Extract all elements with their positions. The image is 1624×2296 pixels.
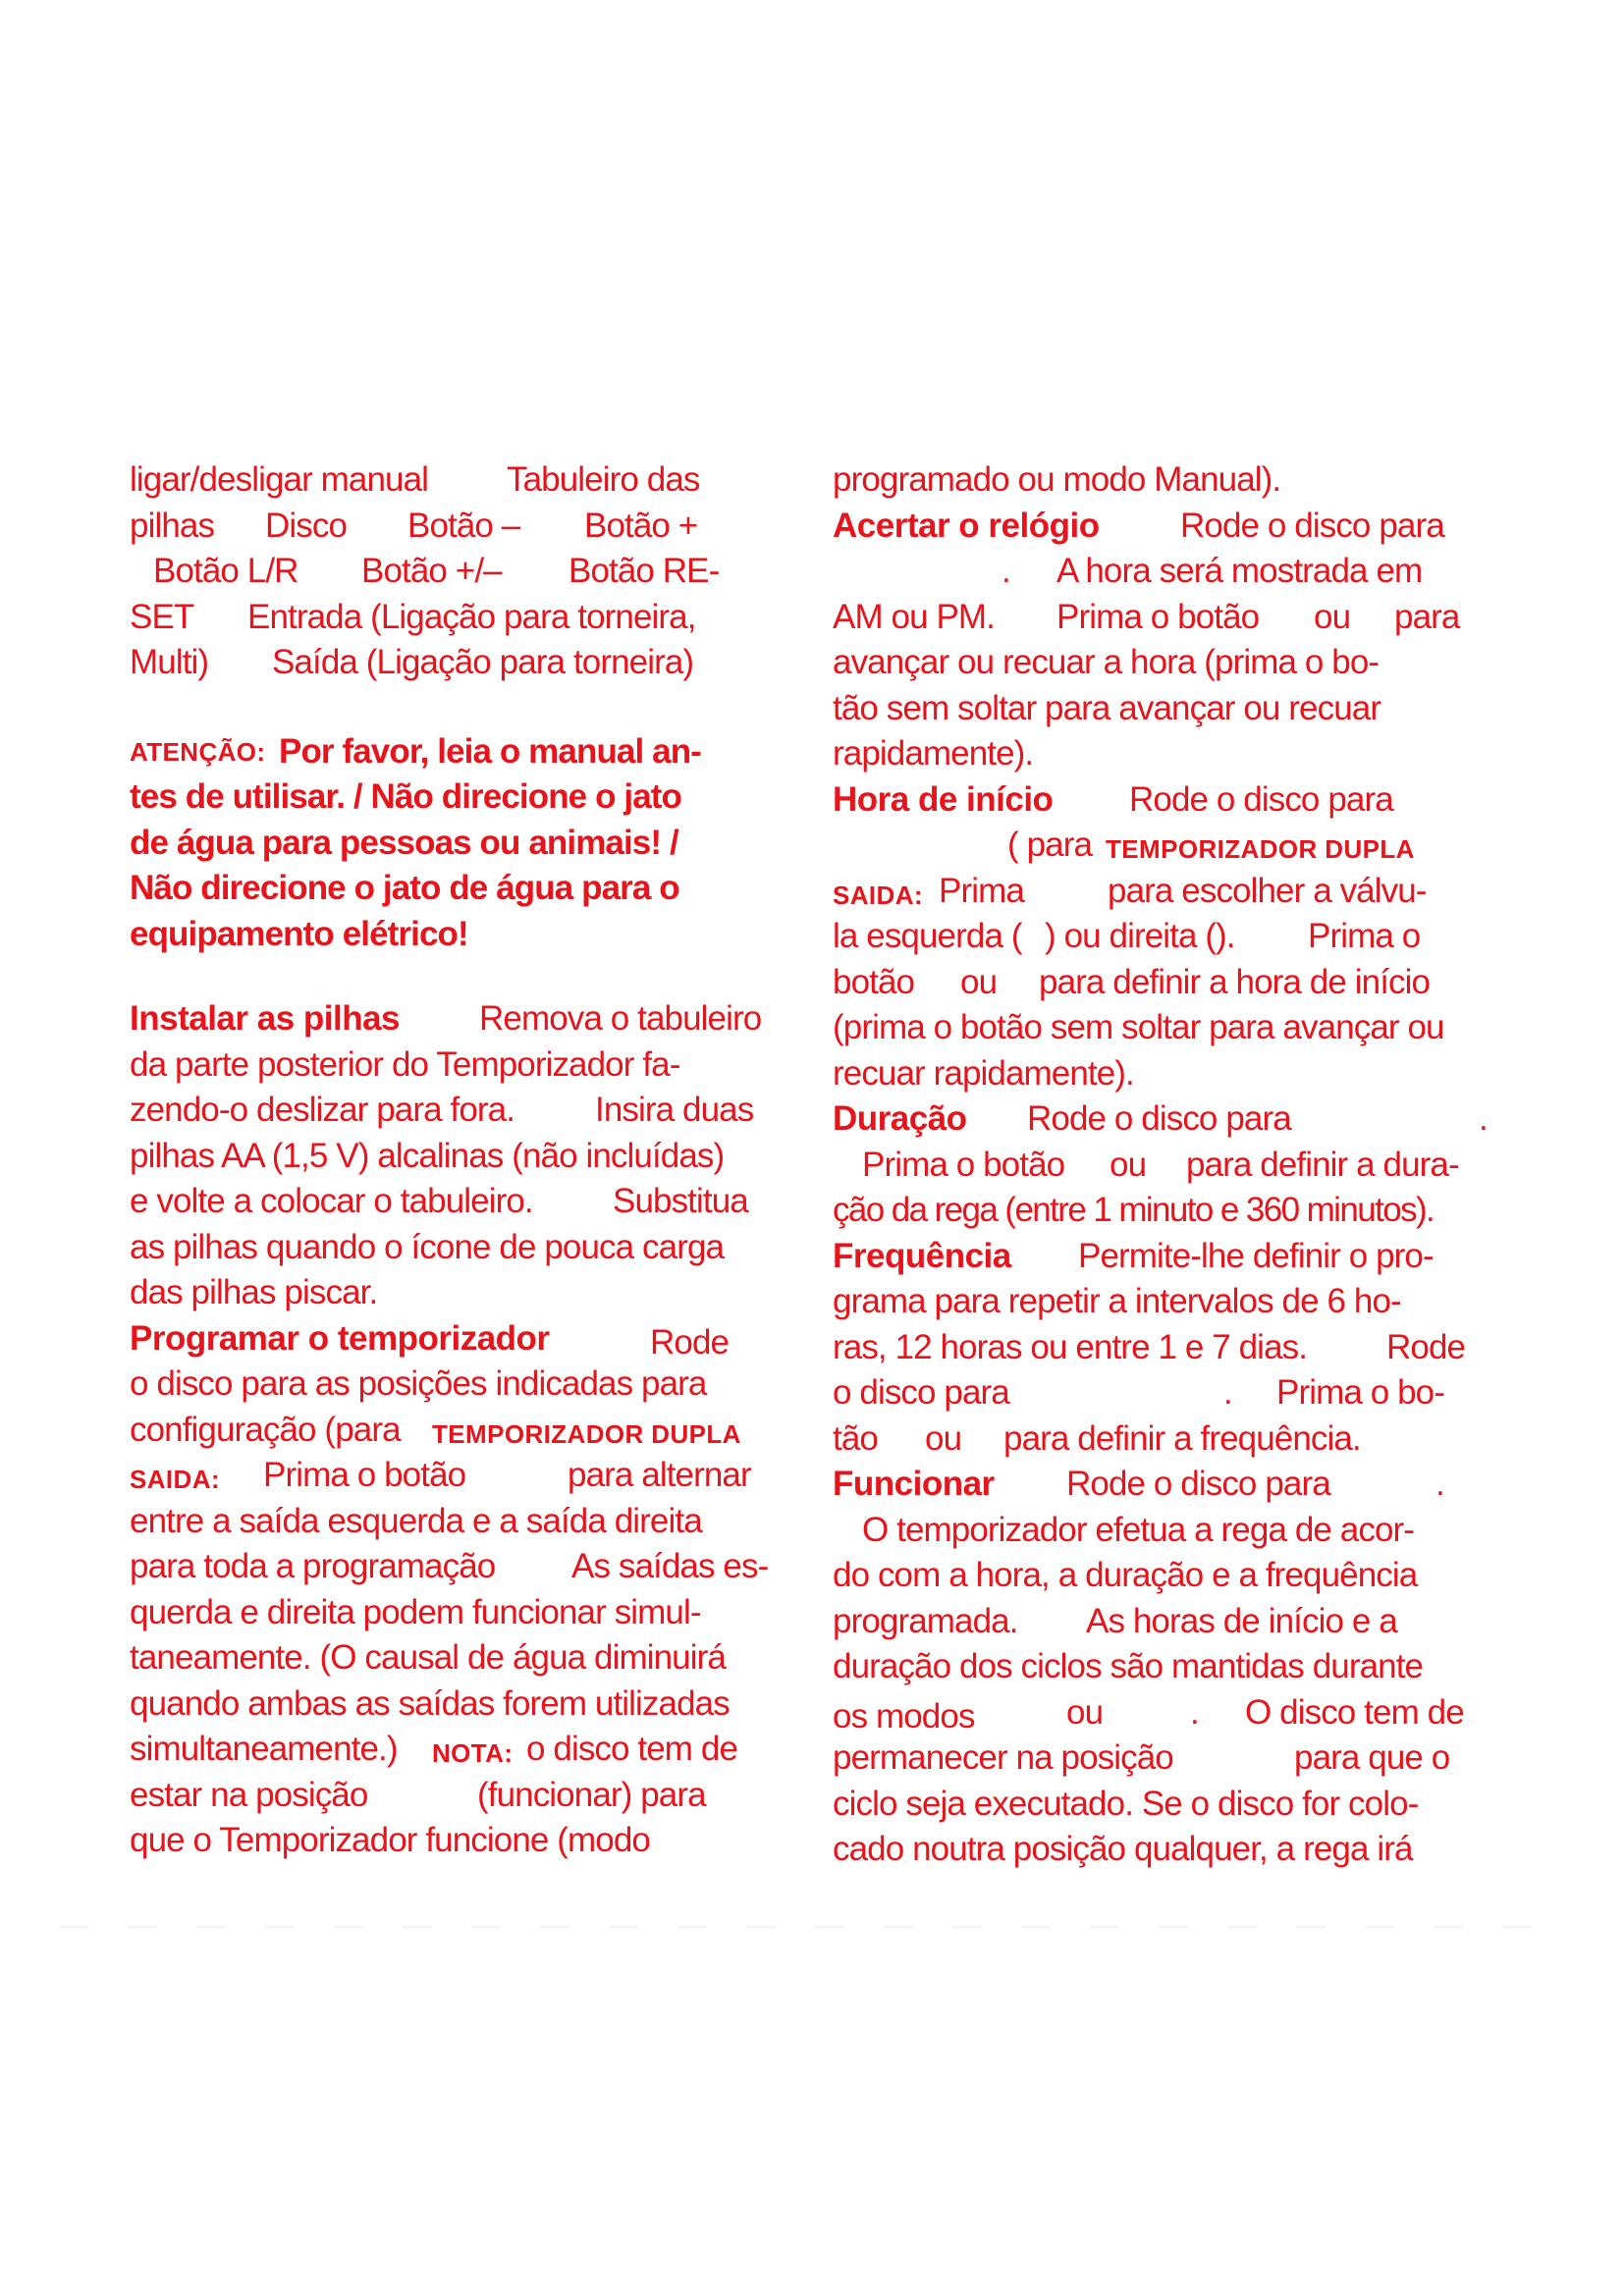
section-heading: Acertar o relógio <box>833 506 1100 545</box>
body-text: Prima o botão <box>1056 597 1260 636</box>
body-text: o disco para <box>833 1373 1009 1412</box>
text-line: programado ou modo Manual). <box>833 460 1281 499</box>
body-text: Prima o bo- <box>1276 1373 1444 1412</box>
nota-label: NOTA: <box>432 1738 514 1768</box>
body-text: ( para <box>1007 826 1093 864</box>
part-label: Botão L/R <box>153 552 298 590</box>
text-line <box>130 729 797 775</box>
duration-section <box>833 1096 1500 1234</box>
text-line: das pilhas piscar. <box>130 1273 378 1311</box>
text-line: o disco para as posições indicadas para <box>130 1364 707 1403</box>
text-line <box>833 1234 1500 1280</box>
part-label: Botão +/– <box>361 552 502 590</box>
warning-block <box>130 729 797 958</box>
body-text: ) ou direita ( <box>1045 917 1217 955</box>
text-line: grama para repetir a intervalos de 6 ho- <box>833 1282 1401 1320</box>
body-text: Rode <box>650 1322 730 1362</box>
section-heading: Frequência <box>833 1236 1011 1275</box>
text-line: (prima o botão sem soltar para avançar ou <box>833 1008 1444 1046</box>
text-line <box>833 1096 1500 1143</box>
body-text: para que o <box>1294 1738 1450 1777</box>
body-text: e volte a colocar o tabuleiro. <box>130 1182 533 1220</box>
text-line <box>130 504 797 550</box>
body-text: ou <box>925 1418 962 1458</box>
text-line <box>130 1773 797 1819</box>
text-line <box>833 1599 1500 1645</box>
body-text: Substitua <box>613 1182 748 1220</box>
part-label: Multi) <box>130 643 209 681</box>
part-label: SET <box>130 597 194 636</box>
body-text: ou <box>960 962 998 1001</box>
section-heading: Funcionar <box>833 1465 995 1503</box>
text-line <box>833 960 1500 1006</box>
body-text: para <box>1394 597 1460 636</box>
text-line: duração dos ciclos são mantidas durante <box>833 1647 1424 1685</box>
body-text: Prima <box>939 871 1024 910</box>
body-text: para alternar <box>568 1456 751 1494</box>
text-line: pilhas AA (1,5 V) alcalinas (não incluídas) <box>130 1136 725 1175</box>
body-text: Rode o disco para <box>1066 1465 1330 1503</box>
text-line: do com a hora, a duração e a frequência <box>833 1556 1418 1594</box>
warning-text: Não direcione o jato de água para o <box>130 869 679 907</box>
body-text: configuração (para <box>130 1410 401 1449</box>
text-line <box>130 1453 797 1499</box>
body-text: tão <box>833 1418 878 1458</box>
text-line: da parte posterior do Temporizador fa- <box>130 1044 680 1084</box>
body-text: Insira duas <box>595 1091 754 1129</box>
text-line <box>833 549 1500 595</box>
text-line <box>130 1408 797 1454</box>
body-text: ). <box>1216 917 1235 955</box>
right-column <box>833 457 1500 1873</box>
page-divider <box>59 1926 1571 1928</box>
part-label: Disco <box>265 506 348 545</box>
body-text: Prima o botão <box>862 1145 1065 1184</box>
body-text: Prima o botão <box>263 1456 466 1494</box>
text-line <box>130 549 797 595</box>
text-line <box>833 1143 1500 1189</box>
warning-label: ATENÇÃO: <box>130 736 266 767</box>
body-text: ou <box>1066 1692 1104 1732</box>
product-name: TEMPORIZADOR DUPLA <box>432 1418 741 1449</box>
body-text: . <box>1435 1465 1444 1503</box>
text-line: entre a saída esquerda e a saída direita <box>130 1501 702 1540</box>
part-label: Entrada (Ligação para torneira, <box>247 597 696 636</box>
text-line <box>130 996 797 1042</box>
warning-text: tes de utilisar. / Não direcione o jato <box>130 777 682 816</box>
body-text: Rode o disco para <box>1180 506 1444 545</box>
part-label: pilhas <box>130 506 215 545</box>
text-line <box>130 457 797 504</box>
body-text: ou <box>1110 1145 1147 1184</box>
body-text: . <box>1190 1692 1199 1732</box>
body-text: os modos <box>833 1696 975 1735</box>
start-time-section <box>833 777 1500 1097</box>
text-line: cado noutra posição qualquer, a rega irá <box>833 1830 1413 1868</box>
section-heading: Instalar as pilhas <box>130 999 401 1038</box>
body-text: (funcionar) para <box>477 1775 706 1814</box>
text-line <box>130 595 797 641</box>
body-text: botão <box>833 962 915 1001</box>
body-text: Prima o <box>1308 917 1421 955</box>
body-text: As horas de início e a <box>1086 1601 1397 1640</box>
body-text: Rode o disco para <box>1027 1099 1291 1138</box>
text-line <box>833 1508 1500 1554</box>
text-line: que o Temporizador funcione (modo <box>130 1821 650 1859</box>
body-text: la esquerda ( <box>833 917 1022 955</box>
body-text: ras, 12 horas ou entre 1 e 7 dias. <box>833 1327 1308 1366</box>
body-text: para definir a frequência. <box>1003 1418 1361 1458</box>
body-text: o disco tem de <box>526 1730 738 1768</box>
body-text: programada. <box>833 1601 1018 1640</box>
warning-text: de água para pessoas ou animais! / <box>130 823 678 862</box>
text-line <box>833 777 1500 824</box>
body-text: para definir a dura- <box>1186 1145 1459 1184</box>
text-line: recuar rapidamente). <box>833 1053 1134 1093</box>
body-text: Remova o tabuleiro <box>479 999 762 1038</box>
body-text: O disco tem de <box>1245 1692 1464 1732</box>
text-line <box>130 1316 797 1362</box>
text-line: as pilhas quando o ícone de pouca carga <box>130 1227 725 1266</box>
body-text: AM ou PM. <box>833 597 996 636</box>
body-text: . <box>1479 1099 1488 1138</box>
clock-section <box>833 504 1500 777</box>
section-heading: Duração <box>833 1099 967 1138</box>
text-line <box>833 823 1500 869</box>
body-text: As saídas es- <box>571 1547 769 1585</box>
text-line <box>833 595 1500 641</box>
text-line <box>130 640 797 686</box>
text-line <box>833 914 1500 960</box>
text-line: ciclo seja executado. Se o disco for colo- <box>833 1784 1419 1823</box>
text-line <box>130 1088 797 1134</box>
body-text: . <box>1223 1373 1232 1412</box>
text-line <box>833 1462 1500 1508</box>
part-label: Botão – <box>407 506 520 545</box>
text-line <box>833 1735 1500 1782</box>
program-timer-section <box>130 1316 797 1864</box>
text-line: querda e direita podem funcionar simul- <box>130 1592 701 1631</box>
body-text: para definir a hora de início <box>1039 962 1431 1001</box>
body-text: O temporizador efetua a rega de acor- <box>862 1510 1415 1549</box>
text-line <box>833 504 1500 550</box>
product-name: SAIDA: <box>130 1465 220 1494</box>
product-name: SAIDA: <box>833 880 923 910</box>
parts-list <box>130 457 797 686</box>
text-line <box>833 1690 1500 1736</box>
text-line <box>833 1370 1500 1416</box>
section-heading: Programar o temporizador <box>130 1318 550 1358</box>
warning-text: equipamento elétrico! <box>130 914 468 953</box>
body-text: para escolher a válvu- <box>1108 871 1427 910</box>
text-line <box>130 1727 797 1773</box>
install-batteries-section <box>130 996 797 1316</box>
part-label: ligar/desligar manual <box>130 460 429 499</box>
body-text: zendo-o deslizar para fora. <box>130 1091 515 1129</box>
part-label: Saída (Ligação para torneira) <box>272 643 694 681</box>
body-text: simultaneamente.) <box>130 1730 398 1768</box>
body-text: estar na posição <box>130 1775 368 1814</box>
frequency-section <box>833 1234 1500 1463</box>
body-text: permanecer na posição <box>833 1738 1173 1777</box>
body-text: A hora será mostrada em <box>1056 552 1423 590</box>
text-line <box>130 1179 797 1225</box>
warning-text: Por favor, leia o manual an- <box>279 731 701 771</box>
text-line: avançar ou recuar a hora (prima o bo- <box>833 643 1380 681</box>
part-label: Botão + <box>584 506 698 545</box>
section-heading: Hora de início <box>833 779 1054 819</box>
text-line <box>833 1325 1500 1371</box>
body-text: Permite-lhe definir o pro- <box>1078 1236 1434 1275</box>
body-text: . <box>1001 552 1010 590</box>
text-line: quando ambas as saídas forem utilizadas <box>130 1683 730 1723</box>
left-column <box>130 457 797 1864</box>
body-text: para toda a programação <box>130 1547 496 1585</box>
run-section <box>833 1462 1500 1873</box>
text-line <box>130 1544 797 1590</box>
text-line: tão sem soltar para avançar ou recuar <box>833 688 1381 727</box>
body-text: Rode o disco para <box>1129 779 1393 819</box>
body-text: ou <box>1314 597 1351 636</box>
part-label: Botão RE- <box>568 552 720 590</box>
text-line: rapidamente). <box>833 734 1034 773</box>
part-label: Tabuleiro das <box>507 460 700 499</box>
text-line <box>833 869 1500 915</box>
body-text: Rode <box>1386 1327 1466 1366</box>
text-line <box>833 1416 1500 1463</box>
product-name: TEMPORIZADOR DUPLA <box>1106 834 1415 864</box>
text-line: taneamente. (O causal de água diminuirá <box>130 1638 726 1677</box>
text-line: ção da rega (entre 1 minuto e 360 minutos). <box>833 1191 1435 1229</box>
